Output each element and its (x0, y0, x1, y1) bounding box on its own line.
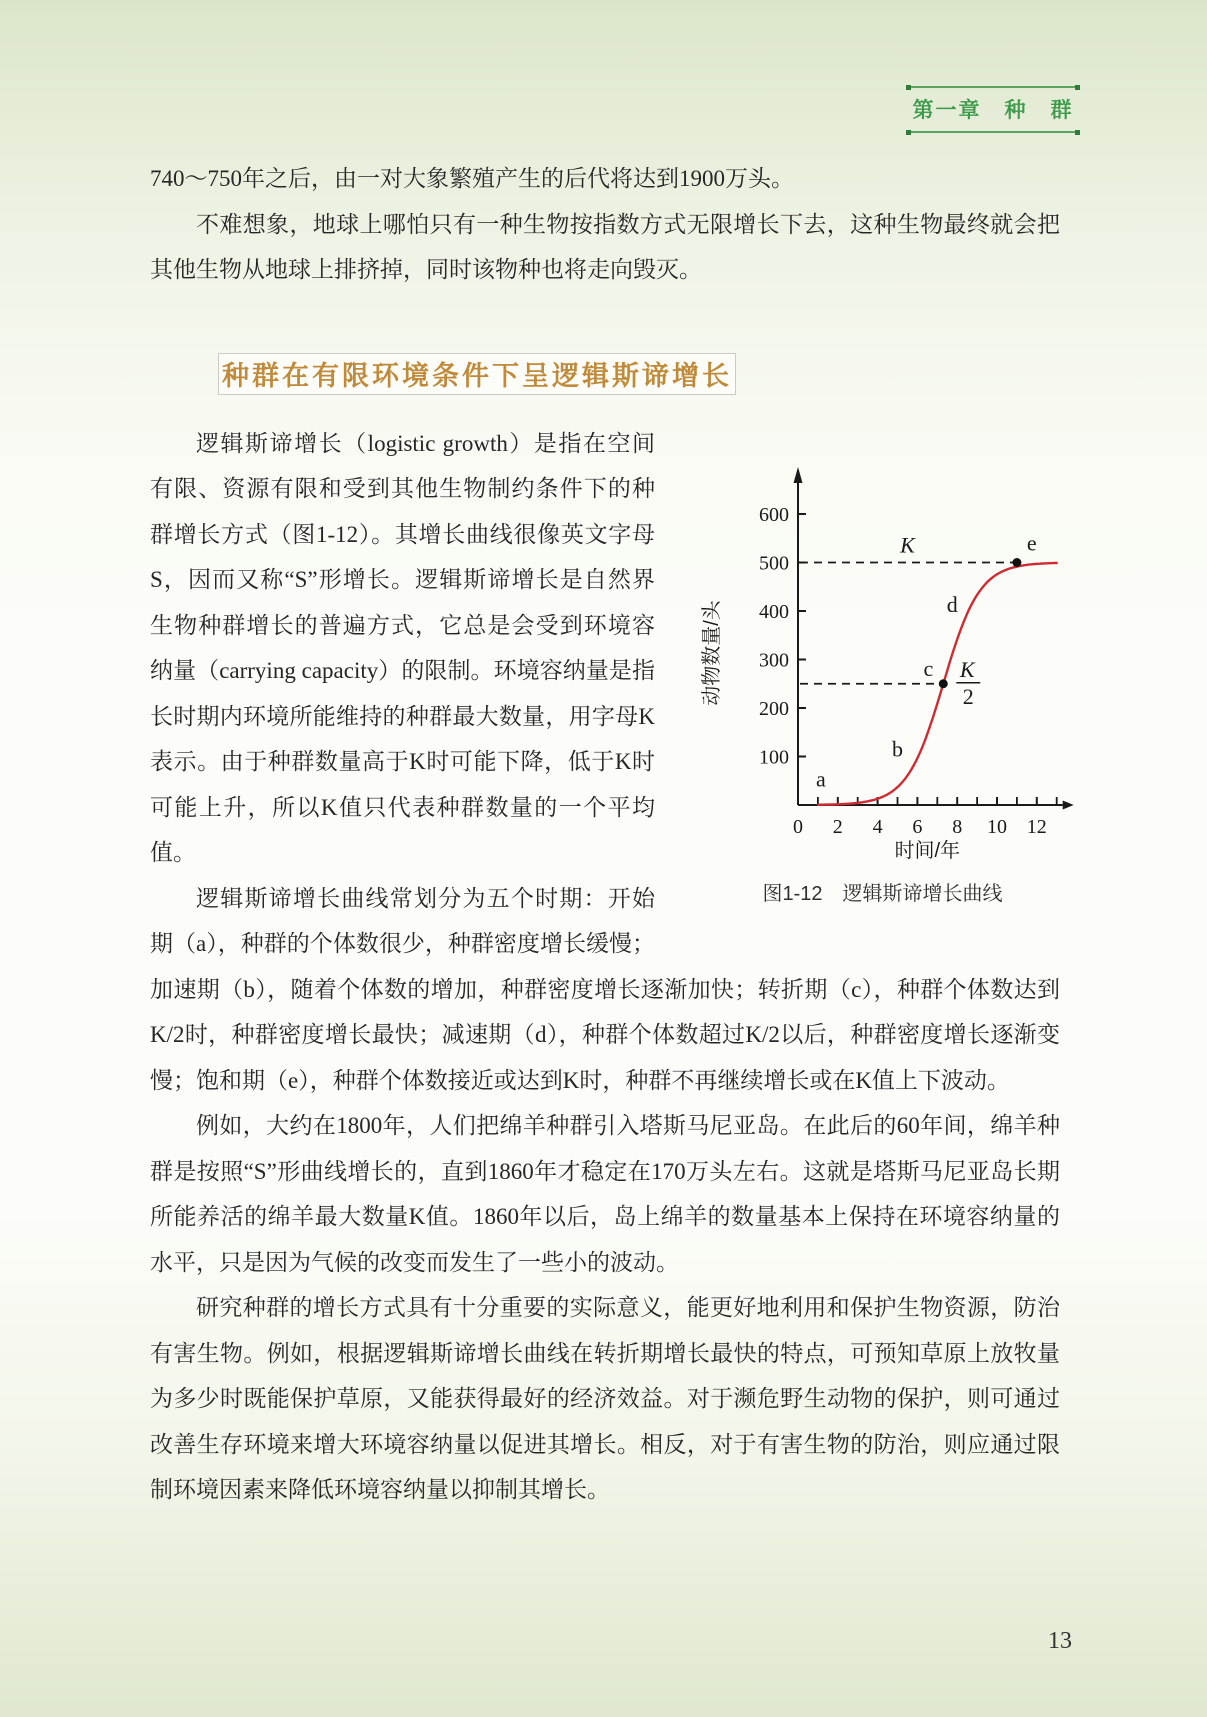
x-tick-label: 4 (872, 815, 883, 838)
fraction-numerator-K: K (959, 656, 975, 682)
y-axis-title: 动物数量/头 (701, 599, 723, 706)
y-tick-label: 400 (759, 600, 789, 623)
section-title: 种群在有限环境条件下呈逻辑斯谛增长 (222, 361, 732, 391)
x-tick-label: 0 (793, 815, 803, 838)
header-dot-icon (906, 85, 911, 90)
header-dot-icon (1075, 130, 1080, 135)
section-body (150, 421, 1060, 1513)
header-dot-icon (1075, 85, 1080, 90)
page-content (150, 156, 1060, 1513)
page-number: 13 (1048, 1628, 1072, 1654)
y-tick-label: 300 (759, 649, 789, 671)
header-rule-top (908, 86, 1078, 88)
label-c: c (923, 655, 934, 681)
label-e: e (1026, 530, 1037, 555)
chapter-header (908, 86, 1078, 133)
point-c (939, 679, 948, 688)
y-tick-label: 500 (759, 552, 789, 574)
capacity-label-K: K (900, 532, 915, 557)
y-tick-label: 100 (759, 746, 789, 768)
header-dot-icon (906, 130, 911, 135)
section-title-box (218, 353, 736, 395)
y-axis-arrow-icon (794, 467, 803, 483)
header-rule-bottom (908, 131, 1078, 133)
intro-paragraph: 不难想象，地球上哪怕只有一种生物按指数方式无限增长下去，这种生物最终就会把其他生物从地球上排挤掉，同时该物种也将走向毁灭。 (150, 211, 1060, 282)
fraction-denominator: 2 (962, 683, 974, 709)
x-tick-label: 2 (832, 815, 843, 838)
chapter-title: 第一章 种 群 (912, 99, 1074, 122)
y-tick-label: 600 (759, 503, 789, 526)
x-axis-title: 时间/年 (894, 839, 961, 861)
label-b: b (892, 736, 903, 761)
label-a: a (816, 766, 826, 792)
logistic-curve (818, 563, 1057, 805)
intro-paragraph-continuation: 740～750年之后，由一对大象繁殖产生的后代将达到1900万头。 (150, 166, 794, 191)
body-paragraph-logistic-definition: 逻辑斯谛增长（logistic growth）是指在空间有限、资源有限和受到其他生物制约条件下的种群增长方式（图1-12）。其增长曲线很像英文字母S，因而又称“S”形增长。逻辑斯谛增长是自然界生物种群增长的普遍方式，它总是会受到环境容纳量（carrying capacity）的限制。环境容纳量是指长时期内环境所能维持的种群最大数量，用字母K表示。由于种群数量高于K时可能下降，低于K时可能上升，所以K值只代表种群数量的一个平均值。 (150, 430, 655, 865)
x-tick-label: 12 (1026, 815, 1047, 838)
body-paragraph-five-phases: 逻辑斯谛增长曲线常划分为五个时期：开始期（a），种群的个体数很少，种群密度增长缓慢；加速期（b），随着个体数的增加，种群密度增长逐渐加快；转折期（c），种群个体数达到K/2时，种群密度增长最快；减速期（d），种群个体数超过K/2以后，种群密度增长逐渐变慢；饱和期（e），种群个体数接近或达到K时，种群不再继续增长或在K值上下波动。 (150, 885, 1060, 1093)
body-paragraph-tasmania-example: 例如，大约在1800年，人们把绵羊种群引入塔斯马尼亚岛。在此后的60年间，绵羊种群是按照“S”形曲线增长的，直到1860年才稳定在170万头左右。这就是塔斯马尼亚岛长期所能养活的绵羊最大数量K值。1860年以后，岛上绵羊的数量基本上保持在环境容纳量的水平，只是因为气候的改变而发生了一些小的波动。 (150, 1113, 1060, 1275)
logistic-growth-chart (690, 441, 1075, 861)
figure-1-12 (655, 421, 1060, 963)
label-d: d (946, 591, 958, 617)
figure-caption: 图1-12 逻辑斯谛增长曲线 (762, 882, 1003, 905)
y-tick-label: 200 (759, 697, 789, 720)
body-paragraph-practical-significance: 研究种群的增长方式具有十分重要的实际意义，能更好地利用和保护生物资源，防治有害生物。例如，根据逻辑斯谛增长曲线在转折期增长最快的特点，可预知草原上放牧量为多少时既能保护草原，又能获得最好的经济效益。对于濒危野生动物的保护，则可通过改善生存环境来增大环境容纳量以促进其增长。相反，对于有害生物的防治，则应通过限制环境因素来降低环境容纳量以抑制其增长。 (150, 1295, 1060, 1502)
x-axis-arrow-icon (1063, 800, 1074, 809)
x-tick-label: 10 (987, 815, 1007, 838)
point-e (1012, 558, 1021, 567)
x-tick-label: 8 (952, 815, 963, 838)
x-tick-label: 6 (912, 815, 923, 838)
